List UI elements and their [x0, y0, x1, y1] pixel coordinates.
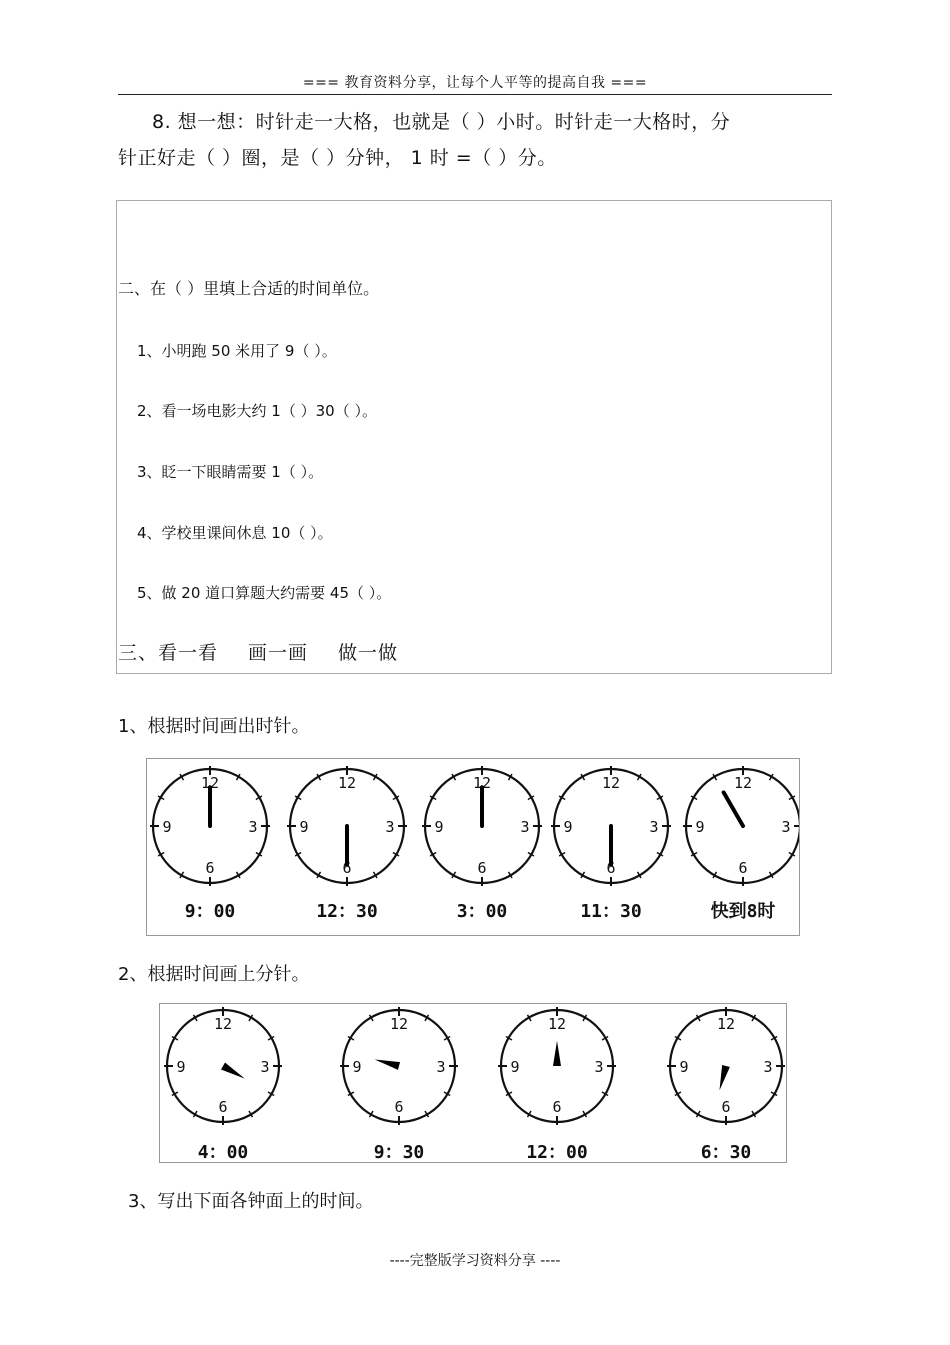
section-3-title-part: 做一做 — [338, 642, 399, 664]
clock-number: 6 — [394, 1098, 404, 1116]
clock-number: 12 — [337, 774, 357, 792]
clock-panel-1 — [146, 758, 800, 936]
clock-face — [683, 766, 799, 886]
clock-time-label: 4：00 — [197, 1142, 249, 1163]
clock-number: 12 — [472, 774, 492, 792]
clock-number: 6 — [552, 1098, 562, 1116]
clock-time-label: 3：00 — [456, 901, 508, 922]
clock-number: 6 — [342, 859, 352, 877]
clock-number: 9 — [162, 818, 172, 836]
question-8 — [118, 104, 832, 176]
clock-number: 3 — [260, 1058, 270, 1076]
clock-number: 6 — [606, 859, 616, 877]
clock-number: 9 — [299, 818, 309, 836]
section-3-title-part: 三、看一看 — [118, 642, 219, 664]
question-8-line-1: 8. 想一想：时针走一大格，也就是（ ）小时。时针走一大格时，分 — [152, 111, 731, 133]
clock-number: 9 — [510, 1058, 520, 1076]
clock-number: 3 — [594, 1058, 604, 1076]
clock-number: 9 — [352, 1058, 362, 1076]
clock-panel-2 — [159, 1003, 787, 1163]
section-2-item: 3、眨一下眼睛需要 1（ ）。 — [137, 463, 324, 481]
section-2-title: 二、在（ ）里填上合适的时间单位。 — [118, 279, 380, 298]
clock-number: 9 — [434, 818, 444, 836]
section-2-item: 5、做 20 道口算题大约需要 45（ ）。 — [137, 584, 392, 602]
clock-time-label: 12：00 — [526, 1142, 588, 1163]
clock-face — [667, 1007, 785, 1125]
section-3-title-part: 画一画 — [248, 642, 309, 664]
clock-number: 12 — [213, 1015, 233, 1033]
section-3-title — [118, 638, 428, 665]
clock-face — [340, 1007, 458, 1125]
clock-number: 12 — [389, 1015, 409, 1033]
hour-hand — [553, 1041, 561, 1066]
clock-number: 9 — [176, 1058, 186, 1076]
page-footer: ----完整版学习资料分享 ---- — [389, 1253, 561, 1269]
clock-face — [164, 1007, 282, 1125]
hour-hand — [719, 1065, 729, 1090]
clock-number: 6 — [218, 1098, 228, 1116]
hour-hand — [375, 1059, 400, 1069]
clock-time-label: 11：30 — [580, 901, 642, 922]
clock-number: 12 — [547, 1015, 567, 1033]
clock-number: 3 — [781, 818, 791, 836]
page-header: === 教育资料分享，让每个人平等的提高自我 === — [302, 75, 648, 91]
clock-face — [422, 766, 542, 886]
clock-face — [150, 766, 270, 886]
task-1-title: 1、根据时间画出时针。 — [118, 716, 310, 737]
clock-face — [551, 766, 671, 886]
clock-number: 3 — [436, 1058, 446, 1076]
clock-number: 12 — [716, 1015, 736, 1033]
section-2-item: 2、看一场电影大约 1（ ）30（ ）。 — [137, 402, 377, 420]
clock-number: 6 — [205, 859, 215, 877]
clock-time-label: 9：00 — [184, 901, 236, 922]
section-2-item: 1、小明跑 50 米用了 9（ ）。 — [137, 342, 337, 360]
clock-number: 9 — [695, 818, 705, 836]
clock-time-label: 9：30 — [373, 1142, 425, 1163]
clock-number: 12 — [733, 774, 753, 792]
clock-number: 12 — [601, 774, 621, 792]
clock-number: 3 — [649, 818, 659, 836]
clock-number: 6 — [721, 1098, 731, 1116]
clock-time-label: 12：30 — [316, 901, 378, 922]
clock-number: 3 — [520, 818, 530, 836]
header-divider — [118, 94, 832, 95]
task-2-title: 2、根据时间画上分针。 — [118, 964, 310, 985]
clock-number: 9 — [679, 1058, 689, 1076]
clock-number: 6 — [738, 859, 748, 877]
clock-number: 3 — [763, 1058, 773, 1076]
clock-number: 6 — [477, 859, 487, 877]
section-2-item: 4、学校里课间休息 10（ ）。 — [137, 524, 333, 542]
clock-time-label: 6：30 — [700, 1142, 752, 1163]
clock-number: 3 — [385, 818, 395, 836]
question-8-line-2: 针正好走（ ）圈，是（ ）分钟， 1 时 =（ ）分。 — [118, 147, 557, 169]
clock-time-label: 快到8时 — [710, 901, 776, 922]
task-3-title: 3、写出下面各钟面上的时间。 — [128, 1191, 374, 1212]
clock-number: 12 — [200, 774, 220, 792]
minute-hand — [724, 792, 743, 826]
hour-hand — [221, 1063, 245, 1079]
clock-number: 3 — [248, 818, 258, 836]
clock-face — [287, 766, 407, 886]
clock-number: 9 — [563, 818, 573, 836]
clock-face — [498, 1007, 616, 1125]
